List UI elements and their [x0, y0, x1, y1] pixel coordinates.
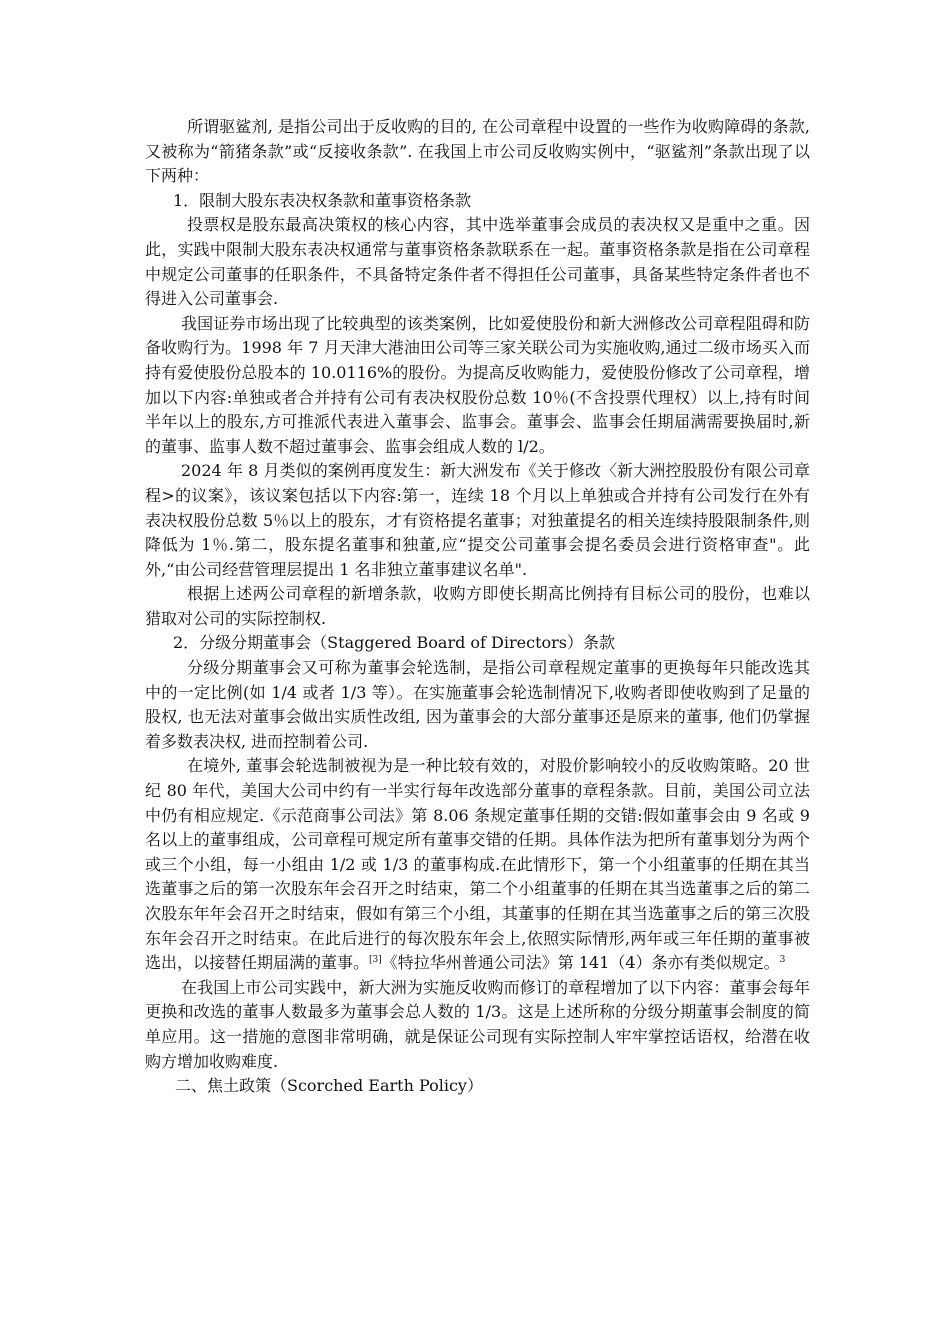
- paragraph-overseas-practice: [145, 754, 810, 975]
- section-heading-staggered-board: 2．分级分期董事会（Staggered Board of Directors）条款: [173, 633, 616, 653]
- paragraph-shark-repellent-definition: 所谓驱鲨剂, 是指公司出于反收购的目的, 在公司章程中设置的一些作为收购障碍的条款, 又被称为“箭猪条款”或“反接收条款”. 在我国上市公司反收购实例中，“驱鲨剂”条款出现了以下两种：: [145, 117, 810, 186]
- citation-ref: [3]: [369, 955, 382, 966]
- section-heading-scorched-earth: 二、焦土政策（Scorched Earth Policy）: [175, 1076, 483, 1096]
- document-body: [145, 115, 810, 1099]
- paragraph-voting-rights: 投票权是股东最高决策权的核心内容，其中选举董事会成员的表决权又是重中之重。因此，实践中限制大股东表决权通常与董事资格条款联系在一起。董事资格条款是指在公司章程中规定公司董事的任职条件，不具备特定条件者不得担任公司董事，具备某些特定条件者也不得进入公司董事会.: [145, 215, 810, 309]
- section-heading-voting-limits: 1．限制大股东表决权条款和董事资格条款: [173, 190, 472, 210]
- paragraph-domestic-practice: 在我国上市公司实践中，新大洲为实施反收购而修订的章程增加了以下内容：董事会每年更换和改选的董事人数最多为董事会总人数的 1/3。这是上述所称的分级分期董事会制度的简单应用。这一措施的意图非常明确，就是保证公司现有实际控制人牢牢掌控话语权，给潜在收购方增加收购难度.: [145, 977, 810, 1071]
- paragraph-staggered-board-definition: 分级分期董事会又可称为董事会轮选制，是指公司章程规定董事的更换每年只能改选其中的一定比例(如 1/4 或者 1/3 等）。在实施董事会轮选制情况下,收购者即使收购到了足量的股权, 也无法对董事会做出实质性改组, 因为董事会的大部分董事还是原来的董事, 他们仍掌握着多数表决权, 进而控制着公司.: [145, 658, 810, 751]
- paragraph-xindazhou-case: 2024 年 8 月类似的案例再度发生：新大洲发布《关于修改〈新大洲控股股份有限公司章程>的议案》，该议案包括以下内容:第一，连续 18 个月以上单独或合并持有公司发行在外有表决权股份总数 5％以上的股东，才有资格提名董事；对独董提名的相关连续持股限制条件,则降低为 1％.第二，股东提名董事和独董,应“提交公司董事会提名委员会进行资格审查"。此外,“由公司经营管理层提出 1 名非独立董事建议名单".: [145, 461, 810, 579]
- overseas-text-part2: 《特拉华州普通公司法》第 141（4）条亦有类似规定。: [381, 953, 780, 973]
- paragraph-aishi-case: 我国证券市场出现了比较典型的该类案例，比如爱使股份和新大洲修改公司章程阻碍和防备收购行为。1998 年 7 月天津大港油田公司等三家关联公司为实施收购,通过二级市场买入而持有爱使股份总股本的 10.0116%的股份。为提高反收购能力，爱使股份修改了公司章程，增加以下内容:单独或者合并持有公司有表决权股份总数 10％(不含投票代理权）以上,持有时间半年以上的股东,方可推派代表进入董事会、监事会。董事会、监事会任期届满需要换届时,新的董事、监事人数不超过董事会、监事会组成人数的 l/2。: [145, 313, 810, 456]
- footnote-marker: 3: [779, 955, 786, 966]
- paragraph-conclusion-control: 根据上述两公司章程的新增条款，收购方即使长期高比例持有目标公司的股份，也难以猎取对公司的实际控制权.: [145, 584, 810, 628]
- overseas-text-part1: 在境外, 董事会轮选制被视为是一种比较有效的，对股价影响较小的反收购策略。20 世纪 80 年代，美国大公司中约有一半实行每年改选部分董事的章程条款。目前，美国公司立法中仍有相应规定.《示范商事公司法》第 8.06 条规定董事任期的交错:假如董事会由 9 名或 9 名以上的董事组成，公司章程可规定所有董事交错的任期。具体作法为把所有董事划分为两个或三个小组，每一小组由 1/2 或 1/3 的董事构成.在此情形下，第一个小组董事的任期在其当选董事之后的第一次股东年会召开之时结束，第二个小组董事的任期在其当选董事之后的第二次股东年年会召开之时结束，假如有第三个小组，其董事的任期在其当选董事之后的第三次股东年会召开之时结束。在此后进行的每次股东年会上,依照实际情形,两年或三年任期的董事被选出，以接替任期届满的董事。: [145, 756, 810, 973]
